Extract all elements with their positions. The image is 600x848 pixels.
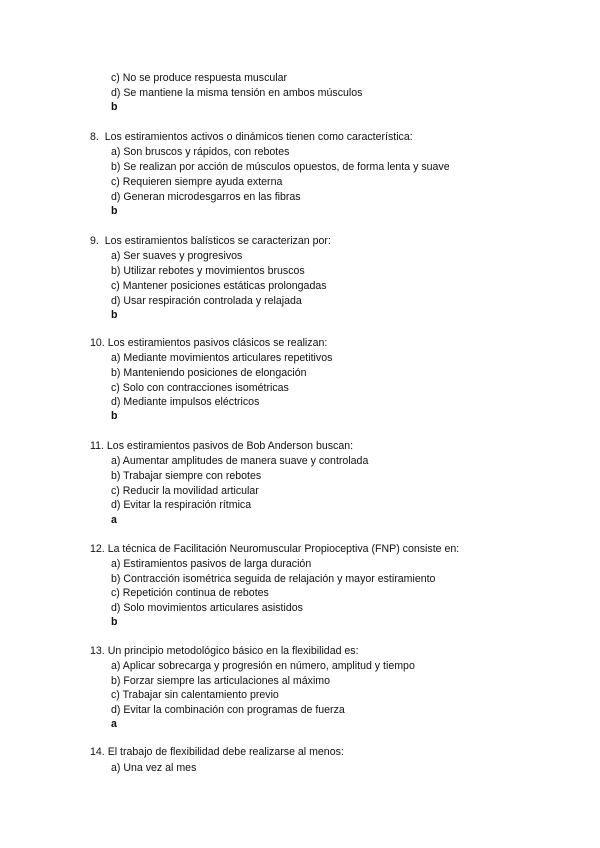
answer-key: a xyxy=(111,514,117,526)
option-b: b) Trabajar siempre con rebotes xyxy=(111,470,262,482)
option-b: b) Forzar siempre las articulaciones al máximo xyxy=(111,675,331,687)
question-text: Los estiramientos pasivos clásicos se realizan: xyxy=(107,337,328,349)
question-text: Los estiramientos pasivos de Bob Anderson buscan: xyxy=(106,440,354,452)
option-d: d) Mediante impulsos eléctricos xyxy=(111,396,260,408)
option-a: a) Aumentar amplitudes de manera suave y controlada xyxy=(111,455,369,467)
option-c: c) Reducir la movilidad articular xyxy=(111,485,259,497)
question-text: Los estiramientos activos o dinámicos tienen como característica: xyxy=(104,131,413,143)
option-d: d) Se mantiene la misma tensión en ambos músculos xyxy=(111,87,363,99)
option-a: a) Una vez al mes xyxy=(111,762,197,774)
option-c: c) Requieren siempre ayuda externa xyxy=(111,176,283,188)
option-c: c) Mantener posiciones estáticas prolongadas xyxy=(111,280,327,292)
option-a: a) Aplicar sobrecarga y progresión en número, amplitud y tiempo xyxy=(111,660,415,672)
option-d: d) Evitar la combinación con programas de fuerza xyxy=(111,704,345,716)
option-c: c) Trabajar sin calentamiento previo xyxy=(111,689,279,701)
option-d: d) Evitar la respiración rítmica xyxy=(111,499,252,511)
question-number: 10. xyxy=(90,337,105,349)
question-12 xyxy=(90,543,459,556)
option-a: a) Mediante movimientos articulares repetitivos xyxy=(111,352,333,364)
answer-key: b xyxy=(111,616,118,628)
option-c: c) No se produce respuesta muscular xyxy=(111,72,288,84)
option-d: d) Usar respiración controlada y relajada xyxy=(111,295,302,307)
question-9 xyxy=(90,235,331,248)
option-a: a) Ser suaves y progresivos xyxy=(111,250,243,262)
question-8 xyxy=(90,131,413,144)
question-text: La técnica de Facilitación Neuromuscular Propioceptiva (FNP) consiste en: xyxy=(107,543,460,555)
option-b: b) Utilizar rebotes y movimientos bruscos xyxy=(111,265,305,277)
question-text: El trabajo de flexibilidad debe realizarse al menos: xyxy=(107,746,344,758)
answer-key: b xyxy=(111,205,118,217)
option-c: c) Solo con contracciones isométricas xyxy=(111,382,289,394)
option-b: b) Manteniendo posiciones de elongación xyxy=(111,367,307,379)
option-a: a) Son bruscos y rápidos, con rebotes xyxy=(111,146,290,158)
question-10 xyxy=(90,337,327,350)
question-number: 11. xyxy=(90,440,104,452)
question-number: 8. xyxy=(90,131,99,143)
question-number: 12. xyxy=(90,543,105,555)
option-a: a) Estiramientos pasivos de larga duración xyxy=(111,558,312,570)
answer-key: b xyxy=(111,101,118,113)
question-number: 9. xyxy=(90,235,99,247)
answer-key: a xyxy=(111,718,117,730)
option-c: c) Repetición continua de rebotes xyxy=(111,587,269,599)
question-13 xyxy=(90,645,359,658)
option-d: d) Generan microdesgarros en las fibras xyxy=(111,191,301,203)
question-14 xyxy=(90,746,344,759)
question-number: 13. xyxy=(90,645,105,657)
question-11 xyxy=(90,440,353,453)
answer-key: b xyxy=(111,309,118,321)
answer-key: b xyxy=(111,410,118,422)
option-b: b) Se realizan por acción de músculos opuestos, de forma lenta y suave xyxy=(111,161,450,173)
question-text: Un principio metodológico básico en la flexibilidad es: xyxy=(107,645,359,657)
option-b: b) Contracción isométrica seguida de relajación y mayor estiramiento xyxy=(111,573,436,585)
question-text: Los estiramientos balísticos se caracterizan por: xyxy=(104,235,331,247)
question-number: 14. xyxy=(90,746,105,758)
option-d: d) Solo movimientos articulares asistidos xyxy=(111,602,303,614)
